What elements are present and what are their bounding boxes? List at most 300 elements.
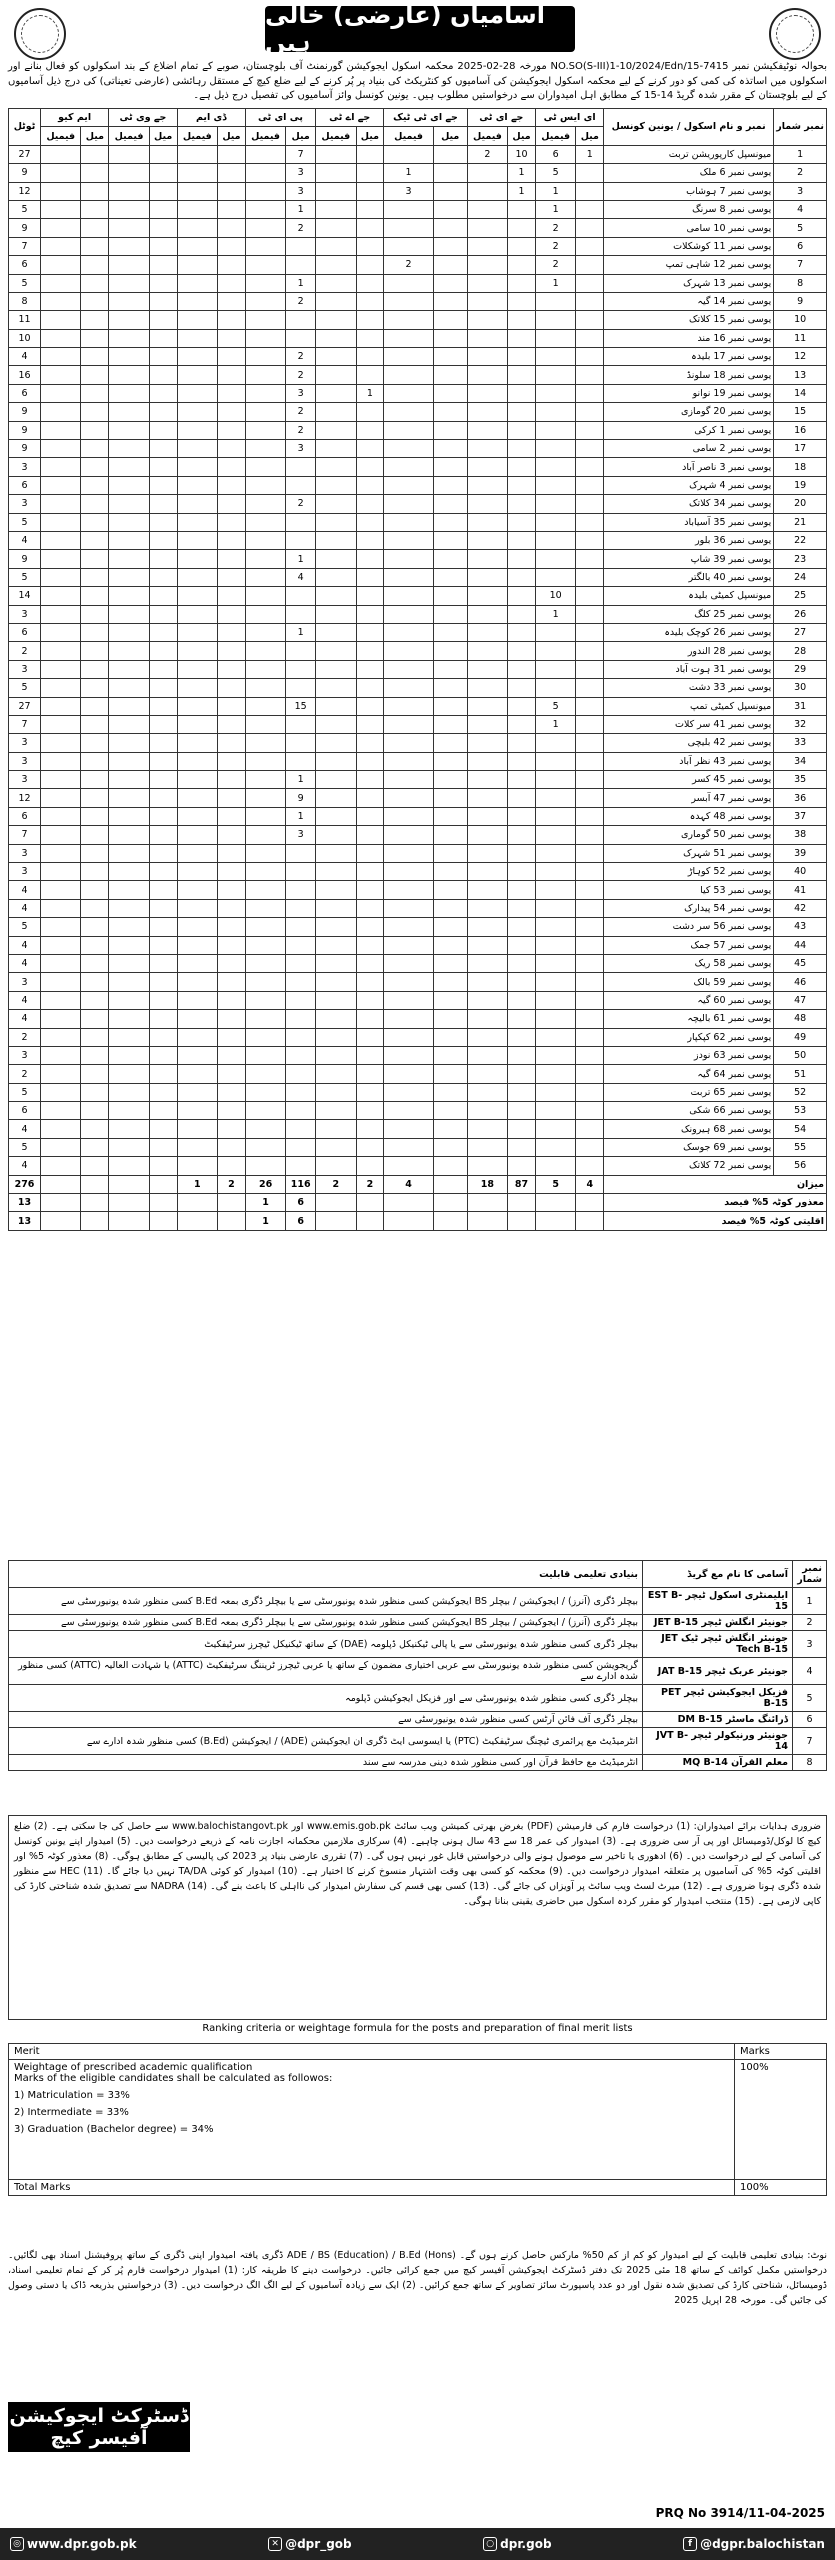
row-cell [576,973,604,991]
row-cell [316,348,356,366]
row-total: 10 [9,329,41,347]
col-female: فیمیل [467,127,507,145]
row-cell [218,513,246,531]
row-cell [316,311,356,329]
footer-facebook[interactable]: f @dgpr.balochistan [683,2537,825,2551]
row-cell [245,531,285,549]
row-school: یوسی نمبر 59 بالک [604,973,774,991]
row-cell [245,219,285,237]
row-cell [245,660,285,678]
row-cell [245,918,285,936]
row-cell [41,973,81,991]
row-cell [81,660,109,678]
instructions-block: ضروری ہدایات برائے امیدواران: (1) درخواست فارم کی فارمیشن (PDF) بغرض بھرتی کمیشن ویب سائٹ www.emis.gob.pk اور www.balochistangovt.pk سے حاصل کی جا سکتی ہے۔ (2) ضلع کیچ کا لوکل/ڈومیسائل اور پی آر سی ضروری ہے۔ (3) امیدوار کی عمر 18 سے 43 سال ہونی چاہیے۔ (4) سرکاری ملازمین محکمانہ اجازت نامہ کے ذریعے درخواست دیں۔ (5) امیدوار اپنے یونین کونسل کی آسامی کے لیے درخواست دیں۔ (6) ادھوری یا تاخیر سے موصول ہونے والی درخواستیں قابل غور نہیں ہوں گی۔ (7) تقرری عارضی بنیاد پر 2023 کی پالیسی کے مطابق ہوگی۔ (8) معذور کوٹہ 5% اور اقلیتی کوٹہ 5% کی آسامیوں پر متعلقہ امیدوار درخواست دیں۔ (9) محکمہ کو کسی بھی وقت اشتہار منسوخ کرنے کا اختیار ہے۔ (10) امیدوار کو کوئی TA/DA نہیں دیا جائے گا۔ (11) HEC سے منظور شدہ ڈگری ہونا ضروری ہے۔ (12) میرٹ لسٹ ویب سائٹ پر آویزاں کی جائے گی۔ (13) کسی بھی قسم کی سفارش امیدوار کی نااہلی کا باعث بنے گی۔ (14) NADRA سے تصدیق شدہ شناختی کارڈ کی کاپی لازمی ہے۔ (15) منتخب امیدوار کو مقرر کردہ اسکول میں حاضری یقینی بنانا ہوگی۔ [8,1815,827,2020]
row-cell: 2 [467,145,507,163]
row-cell [576,384,604,402]
row-cell [177,1083,217,1101]
qual-sno: 7 [793,1728,827,1755]
row-cell [316,256,356,274]
table-row [9,752,827,770]
row-cell [508,1065,536,1083]
row-total: 16 [9,366,41,384]
row-cell [109,844,149,862]
row-cell [81,458,109,476]
row-cell [433,200,467,218]
qual-qual: انٹرمیڈیٹ مع پرائمری ٹیچنگ سرٹیفکیٹ (PTC) یا ایسوسی ایٹ ڈگری ان ایجوکیشن (ADE) / ایجوکیشن (B.Ed) کسی منظور شدہ ادارے سے [9,1728,643,1755]
row-cell [467,771,507,789]
row-school: یوسی نمبر 20 گومازی [604,403,774,421]
row-school: یوسی نمبر 63 نودز [604,1046,774,1064]
row-cell [384,421,433,439]
row-cell [535,1138,575,1156]
row-cell [177,991,217,1009]
row-cell [245,734,285,752]
row-cell: 1 [535,274,575,292]
row-sno: 27 [774,623,827,641]
row-cell [467,311,507,329]
totals-cell [576,1194,604,1212]
row-cell [508,973,536,991]
row-cell [81,844,109,862]
row-cell [433,366,467,384]
row-cell [433,237,467,255]
row-school: یوسی نمبر 66 شکی [604,1102,774,1120]
row-cell [316,458,356,476]
row-cell: 3 [286,440,316,458]
row-cell [508,329,536,347]
row-cell [535,495,575,513]
row-sno: 7 [774,256,827,274]
row-cell [356,421,384,439]
row-total: 4 [9,991,41,1009]
row-cell [109,200,149,218]
row-cell [356,531,384,549]
row-cell [384,918,433,936]
row-cell [467,1157,507,1175]
row-total: 9 [9,219,41,237]
row-total: 2 [9,642,41,660]
row-cell [433,164,467,182]
row-cell [356,623,384,641]
row-cell [286,1157,316,1175]
row-sno: 20 [774,495,827,513]
row-cell [467,973,507,991]
row-cell [286,973,316,991]
row-cell [576,1120,604,1138]
totals-cell [81,1194,109,1212]
table-row [9,403,827,421]
row-cell [384,1157,433,1175]
row-cell [535,1083,575,1101]
row-cell [218,752,246,770]
row-school: یوسی نمبر 53 کیا [604,881,774,899]
row-sno: 21 [774,513,827,531]
row-sno: 19 [774,476,827,494]
row-cell [149,881,177,899]
row-cell [41,164,81,182]
row-cell [356,642,384,660]
row-total: 3 [9,660,41,678]
row-cell [245,826,285,844]
row-cell [316,531,356,549]
row-cell [286,1083,316,1101]
row-cell [535,366,575,384]
row-cell [218,844,246,862]
row-cell [149,973,177,991]
row-cell [41,329,81,347]
table-row [9,237,827,255]
row-school: یوسی نمبر 31 ہوت آباد [604,660,774,678]
row-cell [81,605,109,623]
row-cell [535,826,575,844]
row-cell [576,752,604,770]
education-dept-logo [14,8,66,60]
row-cell [384,311,433,329]
row-cell: 1 [286,274,316,292]
row-cell [218,568,246,586]
row-cell [384,1120,433,1138]
row-cell [467,440,507,458]
row-sno: 29 [774,660,827,678]
row-cell [576,715,604,733]
row-cell [41,237,81,255]
row-school: یوسی نمبر 17 بلیدہ [604,348,774,366]
row-cell [433,1028,467,1046]
row-cell [177,863,217,881]
row-cell [433,311,467,329]
row-cell [316,274,356,292]
row-cell [356,899,384,917]
row-cell [218,1138,246,1156]
row-cell [81,440,109,458]
row-total: 5 [9,274,41,292]
row-cell [81,164,109,182]
row-cell [576,679,604,697]
row-cell [433,881,467,899]
table-row [9,531,827,549]
row-cell [41,826,81,844]
row-cell [177,421,217,439]
row-cell [508,899,536,917]
row-cell [286,1120,316,1138]
row-cell [41,274,81,292]
row-cell [467,476,507,494]
row-school: یوسی نمبر 4 شہرک [604,476,774,494]
row-cell [149,679,177,697]
table-row [9,495,827,513]
row-sno: 31 [774,697,827,715]
table-row [9,844,827,862]
row-cell [81,495,109,513]
row-cell [433,348,467,366]
row-cell [41,421,81,439]
row-cell [316,219,356,237]
row-cell [535,531,575,549]
row-cell [508,991,536,1009]
row-cell [149,182,177,200]
row-cell: 1 [508,164,536,182]
qual-post: معلم القرآن MQ B-14 [643,1755,793,1771]
totals-cell [41,1194,81,1212]
intro-paragraph: بحوالہ نوٹیفکیشن نمبر 7415-15/NO.SO(S-III)1-10/2024/Edn مورخہ 28-02-2025 محکمہ اسکول ایجوکیشن گورنمنٹ آف بلوچستان، صوبے کے تمام اضلاع کے بند اسکولوں کو فعال بنانے اور اسکولوں میں اساتذہ کی کمی کو دور کرنے کے لیے محکمہ اسکول ایجوکیشن کی آسامیوں کو کنٹریکٹ کی بنیاد پر پُر کرنے کے لیے ضلع کیچ کے مستقل رہائشی (عارضی تعیناتی) کی درج ذیل آسامیوں کے لیے بلوچستان کے مقرر شدہ گریڈ 14-15 کے مطابق اہل امیدواران سے درخواستیں مطلوب ہیں۔ یونین کونسل وائز آسامیوں کی تفصیل درج ذیل ہے۔ [8,61,828,101]
row-cell [316,826,356,844]
row-cell [508,771,536,789]
row-total: 4 [9,348,41,366]
row-cell [109,623,149,641]
row-total: 4 [9,1120,41,1138]
row-cell [109,1102,149,1120]
row-sno: 51 [774,1065,827,1083]
row-cell [218,292,246,310]
table-row [9,715,827,733]
row-cell [177,274,217,292]
prq-number: PRQ No 3914/11-04-2025 [655,2506,825,2520]
row-school: میونسپل کمیٹی بلیدہ [604,587,774,605]
row-cell [433,1010,467,1028]
row-cell [109,1120,149,1138]
row-cell [356,200,384,218]
row-cell [245,844,285,862]
row-cell [286,734,316,752]
row-cell [508,1120,536,1138]
row-cell [433,568,467,586]
footer-instagram[interactable]: ○ dpr.gob [483,2537,551,2551]
row-cell [81,384,109,402]
row-cell [467,292,507,310]
row-cell [433,550,467,568]
row-cell [576,200,604,218]
col-female: فیمیل [384,127,433,145]
row-cell [245,771,285,789]
table-row [9,973,827,991]
row-cell [81,274,109,292]
row-cell [41,440,81,458]
totals-cell: 116 [286,1175,316,1193]
row-cell [576,642,604,660]
row-cell [286,531,316,549]
row-cell [149,440,177,458]
row-cell [109,495,149,513]
row-cell [218,550,246,568]
row-cell [467,863,507,881]
row-cell [316,1120,356,1138]
row-cell [356,164,384,182]
row-cell [535,311,575,329]
row-school: یوسی نمبر 33 دشت [604,679,774,697]
row-cell [149,513,177,531]
row-cell [109,1010,149,1028]
totals-cell: 1 [245,1212,285,1230]
row-cell [356,1157,384,1175]
row-cell [508,550,536,568]
qual-sno: 6 [793,1712,827,1728]
row-cell [433,292,467,310]
row-cell [109,863,149,881]
totals-label: معذور کوٹہ 5% فیصد [604,1194,827,1212]
row-cell [245,991,285,1009]
row-cell [576,881,604,899]
row-cell [433,807,467,825]
row-cell [149,531,177,549]
row-cell [218,697,246,715]
row-cell [286,881,316,899]
row-cell [218,237,246,255]
row-cell [245,366,285,384]
row-cell [356,513,384,531]
row-cell [41,513,81,531]
row-cell [535,513,575,531]
calc-label: Marks of the eligible candidates shall be calculated as followos: [14,2073,333,2084]
weightage-label: Weightage of prescribed academic qualification [14,2062,253,2073]
table-row [9,1046,827,1064]
row-cell [286,1046,316,1064]
row-cell [316,623,356,641]
row-cell [245,1083,285,1101]
row-cell [81,807,109,825]
row-cell [316,1010,356,1028]
row-cell [149,623,177,641]
row-cell [384,605,433,623]
qual-qual: گریجویشن کسی منظور شدہ یونیورسٹی سے عربی اختیاری مضمون کے ساتھ یا عربی ٹیچرز ٹریننگ سرٹیفکیٹ (ATTC) یا شہادت العالیہ (ATTC) کسی منظور شدہ ادارے سے [9,1658,643,1685]
row-cell: 3 [286,182,316,200]
row-school: یوسی نمبر 47 آبسر [604,789,774,807]
row-cell [81,421,109,439]
row-sno: 13 [774,366,827,384]
row-cell [245,1046,285,1064]
row-cell [81,219,109,237]
row-cell [316,642,356,660]
totals-cell [218,1194,246,1212]
row-cell [218,458,246,476]
row-cell [41,495,81,513]
row-sno: 46 [774,973,827,991]
footer-web[interactable]: ◎ www.dpr.gob.pk [10,2537,137,2551]
totals-cell [433,1212,467,1230]
row-cell [356,366,384,384]
row-cell [286,587,316,605]
row-school: یوسی نمبر 58 ریک [604,954,774,972]
row-cell [316,476,356,494]
row-cell [316,587,356,605]
row-cell [576,1157,604,1175]
row-cell: 1 [286,550,316,568]
row-cell [467,384,507,402]
row-cell [149,1138,177,1156]
totals-row [9,1212,827,1230]
qualification-table [8,1560,827,1771]
row-sno: 10 [774,311,827,329]
row-cell [218,311,246,329]
row-cell [508,311,536,329]
row-total: 3 [9,495,41,513]
row-cell [316,292,356,310]
row-cell [245,954,285,972]
row-cell [316,697,356,715]
row-cell [218,1157,246,1175]
row-sno: 28 [774,642,827,660]
instagram-icon: ○ [483,2537,497,2551]
row-cell [149,421,177,439]
row-sno: 3 [774,182,827,200]
row-cell [508,863,536,881]
row-cell [41,366,81,384]
totals-cell: 87 [508,1175,536,1193]
row-cell [535,752,575,770]
qual-post: فزیکل ایجوکیشن ٹیچر PET B-15 [643,1685,793,1712]
row-cell [218,256,246,274]
row-cell [149,274,177,292]
row-cell [467,329,507,347]
qual-qual: بیچلر ڈگری کسی منظور شدہ یونیورسٹی سے اور فزیکل ایجوکیشن ڈپلومہ [9,1685,643,1712]
row-cell [177,256,217,274]
row-cell [81,1083,109,1101]
row-cell [356,1046,384,1064]
row-cell: 1 [384,164,433,182]
totals-cell: 2 [356,1175,384,1193]
row-total: 12 [9,182,41,200]
row-cell [316,660,356,678]
row-school: یوسی نمبر 34 کلاتک [604,495,774,513]
qual-col-qualification: بنیادی تعلیمی قابلیت [9,1561,643,1588]
row-cell [245,715,285,733]
row-total: 8 [9,292,41,310]
row-cell: 1 [356,384,384,402]
row-cell [286,936,316,954]
totals-cell [508,1212,536,1230]
row-total: 9 [9,421,41,439]
qual-row [9,1631,827,1658]
row-cell [218,918,246,936]
totals-cell: 18 [467,1175,507,1193]
totals-cell: 5 [535,1175,575,1193]
row-total: 3 [9,734,41,752]
totals-value: 13 [9,1212,41,1230]
row-cell [41,807,81,825]
row-cell [177,513,217,531]
row-cell [467,1046,507,1064]
row-cell [467,182,507,200]
row-total: 5 [9,568,41,586]
totals-cell [316,1194,356,1212]
row-cell [41,531,81,549]
row-cell: 1 [535,182,575,200]
totals-cell [41,1175,81,1193]
row-cell [109,899,149,917]
row-cell [316,771,356,789]
row-cell [535,292,575,310]
row-cell [149,568,177,586]
row-cell: 4 [286,568,316,586]
row-cell [433,587,467,605]
row-cell [109,881,149,899]
row-cell [316,1102,356,1120]
merit-item: 2) Intermediate = 33% [14,2107,129,2118]
row-cell [433,458,467,476]
row-cell [384,1065,433,1083]
footer-twitter[interactable]: ✕ @dpr_gob [268,2537,352,2551]
row-cell [356,752,384,770]
row-cell [433,1046,467,1064]
row-cell [177,715,217,733]
row-cell [356,1028,384,1046]
row-cell [433,826,467,844]
row-total: 4 [9,1157,41,1175]
row-cell [384,881,433,899]
row-cell [433,219,467,237]
row-cell [316,918,356,936]
row-cell [384,145,433,163]
row-cell [433,1157,467,1175]
